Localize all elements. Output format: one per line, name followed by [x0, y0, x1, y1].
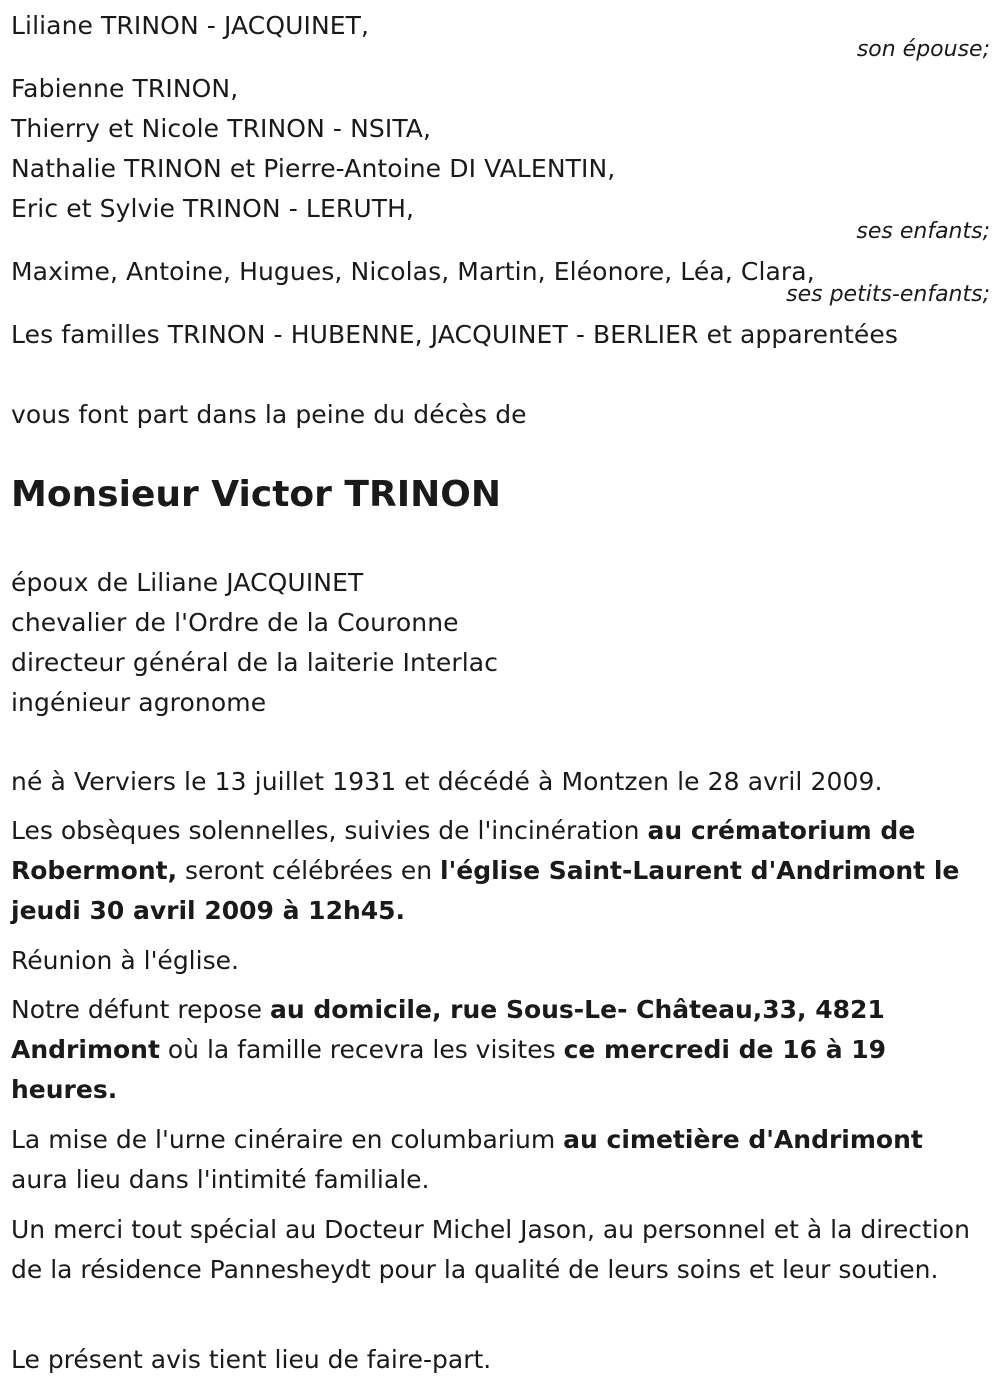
visitation-text-2: où la famille recevra les visites: [159, 1035, 564, 1064]
child-3: Nathalie TRINON et Pierre-Antoine DI VALENTIN,: [11, 154, 616, 183]
grandchildren-names: Maxime, Antoine, Hugues, Nicolas, Martin, Eléonore, Léa, Clara,: [11, 257, 815, 286]
funeral-text: Les obsèques solennelles, suivies de l'incinération: [11, 816, 648, 845]
urn-paragraph: [11, 1120, 986, 1200]
grandchildren-role: ses petits-enfants;: [786, 282, 990, 307]
child-2: Thierry et Nicole TRINON - NSITA,: [11, 114, 432, 143]
church-and-date: l'église Saint-Laurent d'Andrimont le jeudi 30 avril 2009 à 12h45.: [11, 856, 960, 925]
cemetery-location: au cimetière d'Andrimont: [563, 1125, 923, 1154]
extended-families: Les familles TRINON - HUBENNE, JACQUINET - BERLIER et apparentées: [11, 320, 899, 349]
urn-text: La mise de l'urne cinéraire en columbarium: [11, 1125, 564, 1154]
deceased-name: Monsieur Victor TRINON: [11, 474, 501, 515]
children-role: ses enfants;: [856, 219, 990, 244]
child-4: Eric et Sylvie TRINON - LERUTH,: [11, 194, 415, 223]
funeral-text-2: seront célébrées en: [177, 856, 441, 885]
visitation-text: Notre défunt repose: [11, 995, 270, 1024]
funeral-paragraph: [11, 811, 986, 931]
thanks-paragraph: Un merci tout spécial au Docteur Michel Jason, au personnel et à la direction de la résidence Pannesheydt pour la qualité de leurs soins et leur soutien.: [11, 1215, 970, 1284]
deceased-title-3: directeur général de la laiterie Interlac: [11, 648, 499, 677]
deceased-title-4: ingénieur agronome: [11, 688, 267, 717]
deceased-title-1: époux de Liliane JACQUINET: [11, 568, 364, 597]
home-address: au domicile, rue Sous-Le- Château,33, 4821 Andrimont: [11, 995, 885, 1064]
urn-text-2: aura lieu dans l'intimité familiale.: [11, 1165, 430, 1194]
spouse-role: son épouse;: [856, 37, 990, 62]
announcement-text: vous font part dans la peine du décès de: [11, 400, 527, 429]
visitation-hours: ce mercredi de 16 à 19 heures.: [11, 1035, 887, 1104]
crematorium-location: au crématorium de Robermont,: [11, 816, 916, 885]
child-1: Fabienne TRINON,: [11, 74, 239, 103]
deceased-title-2: chevalier de l'Ordre de la Couronne: [11, 608, 459, 637]
closing-paragraph: Le présent avis tient lieu de faire-part.: [11, 1345, 492, 1374]
birth-death-dates: né à Verviers le 13 juillet 1931 et décédé à Montzen le 28 avril 2009.: [11, 767, 883, 796]
spouse-name: Liliane TRINON - JACQUINET,: [11, 11, 370, 40]
reunion-paragraph: Réunion à l'église.: [11, 946, 239, 975]
visitation-paragraph: [11, 990, 986, 1110]
